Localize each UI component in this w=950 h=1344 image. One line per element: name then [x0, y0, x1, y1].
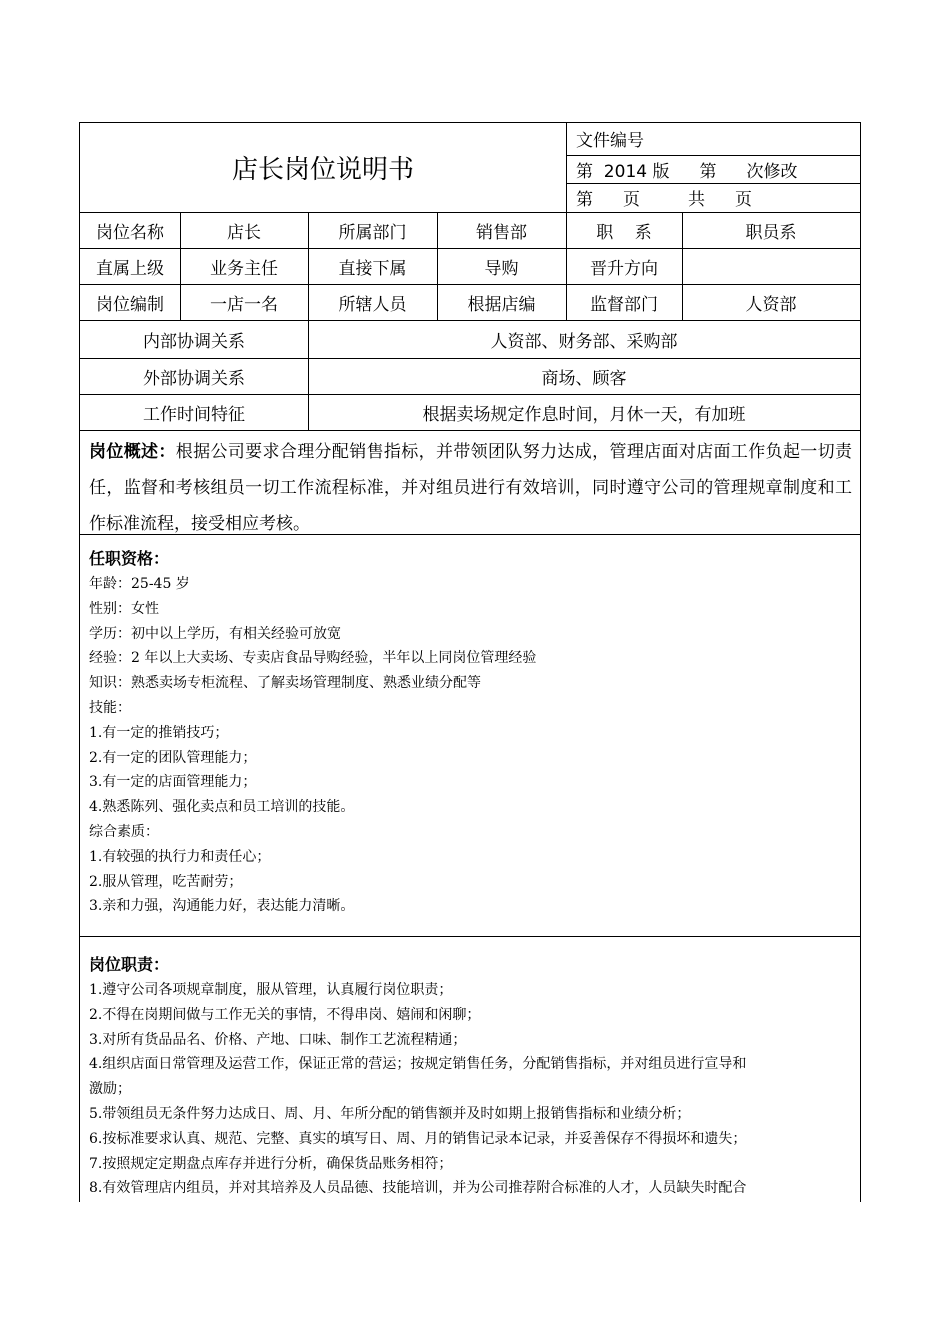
list-item: 1.有一定的推销技巧；	[89, 724, 229, 741]
value-position-name: 店长	[227, 222, 261, 243]
label-working-hours: 工作时间特征	[143, 404, 245, 425]
label-direct-superior: 直属上级	[96, 258, 164, 279]
divider	[80, 936, 860, 937]
qualifications-title: 任职资格：	[89, 549, 170, 568]
list-item: 3.有一定的店面管理能力；	[89, 774, 257, 791]
list-item: 知识：熟悉卖场专柜流程、了解卖场管理制度、熟悉业绩分配等	[89, 675, 481, 692]
value-headcount: 一店一名	[210, 294, 278, 315]
list-item: 综合素质：	[89, 823, 159, 840]
qualifications-section	[80, 546, 860, 919]
label-department: 所属部门	[338, 222, 407, 243]
duties-section	[80, 952, 860, 1201]
list-item: 7.按照规定定期盘点库存并进行分析，确保货品账务相符；	[89, 1155, 453, 1172]
list-item: 8.有效管理店内组员，并对其培养及人员品德、技能培训，并为公司推荐附合标准的人才，人员缺失时配合	[89, 1180, 747, 1197]
value-managed-staff: 根据店编	[467, 294, 536, 315]
list-item: 3.对所有货品品名、价格、产地、口味、制作工艺流程精通；	[89, 1031, 467, 1048]
value-internal-relations: 人资部、财务部、采购部	[490, 331, 678, 352]
file-number-label: 文件编号	[576, 131, 644, 151]
version-row	[566, 155, 860, 183]
list-item: 经验：2 年以上大卖场、专卖店食品导购经验，半年以上同岗位管理经验	[89, 650, 537, 667]
label-direct-subordinate: 直接下属	[338, 258, 407, 279]
page-prefix: 第	[576, 190, 593, 210]
value-direct-superior: 业务主任	[210, 258, 278, 279]
label-promotion: 晋升方向	[590, 258, 658, 279]
list-item: 6.按标准要求认真、规范、完整、真实的填写日、周、月的销售记录本记录，并妥善保存不得损坏和遗失；	[89, 1130, 747, 1147]
total-prefix: 共	[688, 190, 705, 210]
version-revision-prefix: 第	[699, 161, 717, 182]
list-item: 1.遵守公司各项规章制度，服从管理，认真履行岗位职责；	[89, 982, 453, 998]
version-year: 第 2014 版	[576, 161, 670, 182]
overview-label: 岗位概述：	[89, 442, 176, 462]
page-title: 店长岗位说明书	[231, 154, 414, 185]
list-item: 4.熟悉陈列、强化卖点和员工培训的技能。	[89, 799, 355, 816]
label-job-series: 职 系	[596, 222, 652, 243]
list-item: 学历：初中以上学历，有相关经验可放宽	[89, 625, 341, 642]
value-department: 销售部	[476, 222, 527, 243]
label-headcount: 岗位编制	[96, 294, 164, 315]
value-job-series: 职员系	[745, 222, 797, 243]
duties-title: 岗位职责：	[89, 955, 170, 974]
list-item: 3.亲和力强，沟通能力好，表达能力清晰。	[89, 898, 355, 915]
list-item: 年龄：25-45 岁	[89, 576, 190, 592]
value-supervising-dept: 人资部	[745, 294, 797, 315]
list-item: 1.有较强的执行力和责任心；	[89, 848, 271, 865]
label-supervising-dept: 监督部门	[590, 294, 658, 315]
list-item: 2.有一定的团队管理能力；	[89, 749, 257, 766]
label-managed-staff: 所辖人员	[338, 294, 407, 315]
list-item: 2.服从管理，吃苦耐劳；	[89, 873, 243, 890]
list-item: 技能：	[89, 699, 131, 716]
value-external-relations: 商场、顾客	[541, 368, 627, 389]
list-item: 5.带领组员无条件努力达成日、周、月、年所分配的销售额并及时如期上报销售指标和业绩分析；	[89, 1105, 691, 1122]
page-suffix: 页	[623, 190, 640, 210]
label-external-relations: 外部协调关系	[143, 368, 245, 389]
label-position-name: 岗位名称	[96, 222, 164, 243]
value-working-hours: 根据卖场规定作息时间，月休一天，有加班	[422, 404, 746, 425]
overview-text: 根据公司要求合理分配销售指标，并带领团队努力达成，管理店面对店面工作负起一切责任，监督和考核组员一切工作流程标准，并对组员进行有效培训，同时遵守公司的管理规章制度和工作标准流程，接受相应考核。	[89, 442, 853, 534]
list-item: 2.不得在岗期间做与工作无关的事情，不得串岗、嬉闹和闲聊；	[89, 1006, 481, 1023]
list-item: 4.组织店面日常管理及运营工作，保证正常的营运；按规定销售任务，分配销售指标，并对组员进行宣导和	[89, 1056, 747, 1073]
total-suffix: 页	[735, 190, 752, 210]
version-revision-suffix: 次修改	[746, 161, 798, 182]
page-count-row	[566, 183, 860, 212]
label-internal-relations: 内部协调关系	[143, 331, 245, 352]
value-direct-subordinate: 导购	[484, 258, 519, 279]
list-item: 激励；	[89, 1081, 131, 1098]
list-item: 性别：女性	[89, 600, 159, 617]
position-overview	[80, 430, 860, 542]
value-promotion	[682, 248, 860, 284]
